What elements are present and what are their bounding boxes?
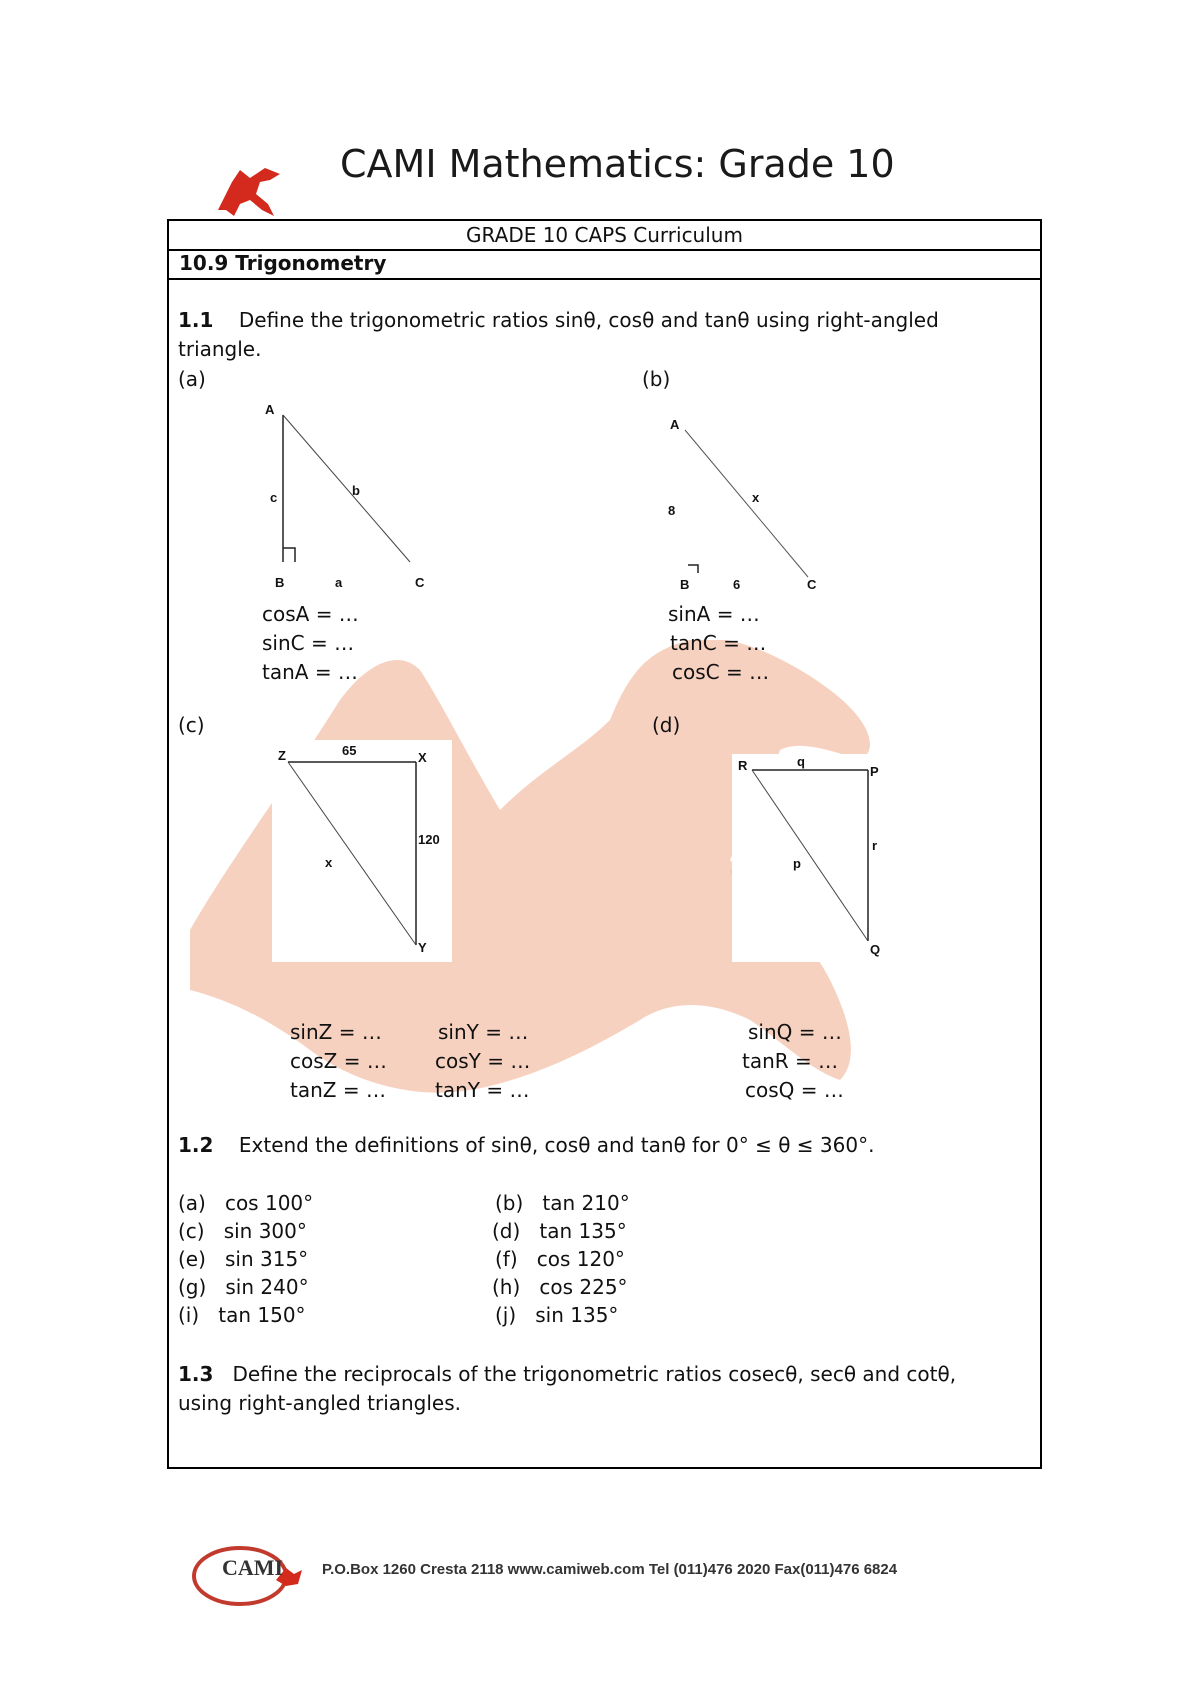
- item-label: (g): [178, 1275, 207, 1299]
- item-expr: tan 210°: [542, 1191, 630, 1215]
- question-number: 1.2: [178, 1133, 214, 1157]
- vertex-b: B: [680, 577, 690, 592]
- section-title: 10.9 Trigonometry: [169, 249, 1040, 280]
- item-d: [492, 1219, 627, 1243]
- item-expr: cos 120°: [536, 1247, 625, 1271]
- triangle-c-diagram: [272, 740, 452, 962]
- vertex-r: R: [738, 758, 748, 773]
- side-r-label: r: [872, 838, 878, 853]
- side-65-label: 65: [342, 743, 357, 758]
- side-q-label: q: [797, 754, 805, 769]
- vertex-y: Y: [418, 940, 427, 955]
- item-j: [495, 1303, 618, 1327]
- item-expr: sin 135°: [535, 1303, 619, 1327]
- side-120-label: 120: [418, 832, 440, 847]
- item-expr: tan 135°: [539, 1219, 627, 1243]
- question-number: 1.1: [178, 308, 214, 332]
- question-tanZ: tanZ = …: [290, 1078, 386, 1102]
- item-expr: tan 150°: [218, 1303, 306, 1327]
- item-c: [178, 1219, 307, 1243]
- vertex-z: Z: [278, 748, 286, 763]
- question-sinY: sinY = …: [438, 1020, 529, 1044]
- question-cosQ: cosQ = …: [745, 1078, 844, 1102]
- triangle-a-diagram: [255, 400, 435, 590]
- vertex-b: B: [275, 575, 285, 590]
- question-text: Define the reciprocals of the trigonometric ratios cosecθ, secθ and cotθ,: [232, 1362, 957, 1386]
- item-expr: cos 100°: [224, 1191, 314, 1215]
- vertex-x: X: [418, 750, 427, 765]
- item-label: (i): [178, 1303, 200, 1327]
- item-g: [178, 1275, 309, 1299]
- question-cosA: cosA = …: [262, 602, 359, 626]
- question-1-2: [178, 1133, 874, 1157]
- side-p-label: p: [793, 856, 801, 871]
- item-label: (a): [178, 1191, 206, 1215]
- item-label: (j): [495, 1303, 517, 1327]
- triangle-b-label: (b): [642, 367, 671, 391]
- footer-contact: P.O.Box 1260 Cresta 2118 www.camiweb.com Tel (011)476 2020 Fax(011)476 6824: [322, 1561, 898, 1578]
- triangle-d-diagram: [732, 754, 890, 962]
- vertex-a: A: [670, 417, 680, 432]
- item-expr: cos 225°: [539, 1275, 628, 1299]
- curriculum-header: GRADE 10 CAPS Curriculum: [169, 221, 1040, 251]
- item-label: (c): [178, 1219, 205, 1243]
- item-i: [178, 1303, 306, 1327]
- item-expr: sin 240°: [225, 1275, 309, 1299]
- question-1-3: [178, 1362, 956, 1386]
- item-expr: sin 315°: [225, 1247, 309, 1271]
- item-label: (e): [178, 1247, 206, 1271]
- vertex-c: C: [415, 575, 425, 590]
- vertex-q: Q: [870, 942, 881, 957]
- question-tanA: tanA = …: [262, 660, 358, 684]
- question-number: 1.3: [178, 1362, 214, 1386]
- side-8-label: 8: [668, 503, 676, 518]
- question-sinC: sinC = …: [262, 631, 355, 655]
- item-f: [495, 1247, 625, 1271]
- item-expr: sin 300°: [223, 1219, 307, 1243]
- side-6-label: 6: [733, 577, 741, 592]
- question-tanC: tanC = …: [670, 631, 767, 655]
- question-sinQ: sinQ = …: [748, 1020, 842, 1044]
- vertex-c: C: [807, 577, 817, 592]
- triangle-a-label: (a): [178, 367, 206, 391]
- question-tanY: tanY = …: [435, 1078, 530, 1102]
- side-x-label: x: [752, 490, 760, 505]
- question-cosY: cosY = …: [435, 1049, 531, 1073]
- item-h: [492, 1275, 628, 1299]
- question-1-3-line2: using right-angled triangles.: [178, 1391, 462, 1415]
- side-b-label: b: [352, 483, 360, 498]
- question-cosC: cosC = …: [672, 660, 770, 684]
- item-b: [495, 1191, 630, 1215]
- item-label: (b): [495, 1191, 524, 1215]
- triangle-d-label: (d): [652, 713, 681, 737]
- vertex-p: P: [870, 764, 879, 779]
- triangle-c-label: (c): [178, 713, 205, 737]
- footer-logo-text: CAMI: [222, 1555, 284, 1580]
- question-1-1: [178, 308, 939, 332]
- cami-dragon-logo-icon: [210, 160, 290, 220]
- item-e: [178, 1247, 308, 1271]
- page-title: CAMI Mathematics: Grade 10: [340, 142, 895, 186]
- item-a: [178, 1191, 313, 1215]
- question-tanR: tanR = …: [742, 1049, 839, 1073]
- question-cosZ: cosZ = …: [290, 1049, 387, 1073]
- item-label: (f): [495, 1247, 518, 1271]
- question-sinZ: sinZ = …: [290, 1020, 382, 1044]
- side-x-label: x: [325, 855, 333, 870]
- item-label: (h): [492, 1275, 521, 1299]
- question-text: Extend the definitions of sinθ, cosθ and tanθ for 0° ≤ θ ≤ 360°.: [238, 1133, 875, 1157]
- side-a-label: a: [335, 575, 343, 590]
- question-text: Define the trigonometric ratios sinθ, cosθ and tanθ using right-angled: [238, 308, 939, 332]
- question-1-1-line2: triangle.: [178, 337, 262, 361]
- item-label: (d): [492, 1219, 521, 1243]
- question-sinA: sinA = …: [668, 602, 760, 626]
- side-c-label: c: [270, 490, 278, 505]
- vertex-a: A: [265, 402, 275, 417]
